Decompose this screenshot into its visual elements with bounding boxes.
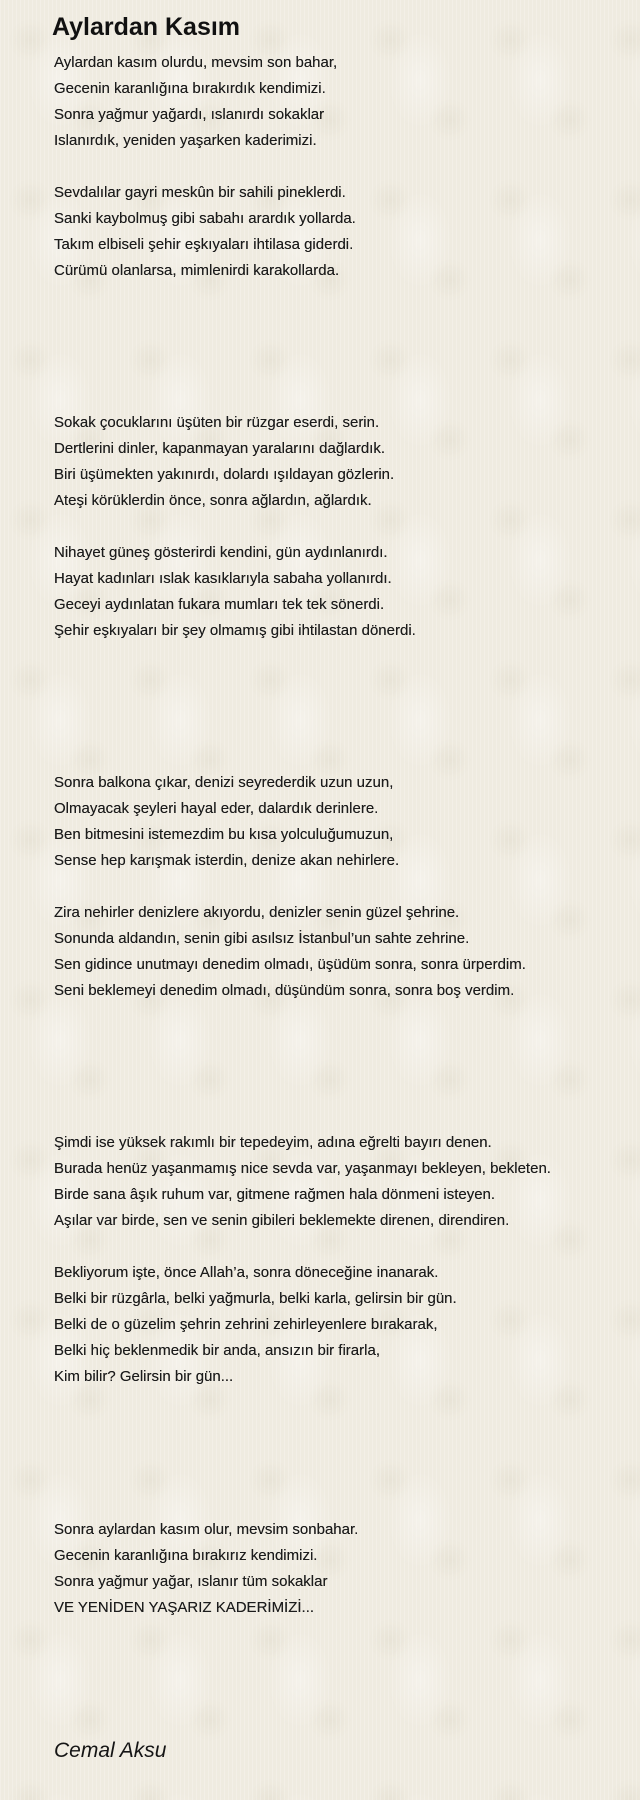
poem-line: Aylardan kasım olurdu, mevsim son bahar,	[54, 54, 338, 71]
poem-line: Sonra yağmur yağardı, ıslanırdı sokaklar	[54, 106, 325, 123]
stanza-3	[54, 410, 634, 514]
poem-line: Belki bir rüzgârla, belki yağmurla, belki karla, gelirsin bir gün.	[54, 1290, 457, 1307]
poem-title: Aylardan Kasım	[52, 13, 241, 41]
poem-line: Sonra yağmur yağar, ıslanır tüm sokaklar	[54, 1573, 328, 1590]
author-name: Cemal Aksu	[54, 1739, 167, 1762]
poem-line: Belki hiç beklenmedik bir anda, ansızın bir firarla,	[54, 1342, 380, 1359]
poem-line: Sokak çocuklarını üşüten bir rüzgar eserdi, serin.	[54, 414, 380, 431]
stanza-2	[54, 180, 634, 284]
poem-line: Zira nehirler denizlere akıyordu, denizler senin güzel şehrine.	[54, 904, 460, 921]
stanza-1	[54, 50, 634, 154]
poem-line: Şimdi ise yüksek rakımlı bir tepedeyim, adına eğrelti bayırı denen.	[54, 1134, 492, 1151]
poem-line: Biri üşümekten yakınırdı, dolardı ışıldayan gözlerin.	[54, 466, 395, 483]
poem-line: Belki de o güzelim şehrin zehrini zehirleyenlere bırakarak,	[54, 1316, 438, 1333]
poem-line: Islanırdık, yeniden yaşarken kaderimizi.	[54, 132, 317, 149]
stanza-4	[54, 540, 634, 644]
poem-line: Sonra balkona çıkar, denizi seyrederdik uzun uzun,	[54, 774, 394, 791]
stanza-9	[54, 1517, 634, 1621]
poem-line: Şehir eşkıyaları bir şey olmamış gibi ihtilastan dönerdi.	[54, 622, 416, 639]
poem-line: Kim bilir? Gelirsin bir gün...	[54, 1368, 234, 1385]
poem-line: Sense hep karışmak isterdin, denize akan nehirlere.	[54, 852, 400, 869]
poem-line: Dertlerini dinler, kapanmayan yaralarını dağlardık.	[54, 440, 386, 457]
poem-line: VE YENİDEN YAŞARIZ KADERİMİZİ...	[54, 1599, 315, 1616]
poem-line: Seni beklemeyi denedim olmadı, düşündüm sonra, sonra boş verdim.	[54, 982, 515, 999]
poem-line: Olmayacak şeyleri hayal eder, dalardık derinlere.	[54, 800, 379, 817]
poem-line: Aşılar var birde, sen ve senin gibileri beklemekte direnen, direndiren.	[54, 1212, 510, 1229]
poem-line: Geceyi aydınlatan fukara mumları tek tek sönerdi.	[54, 596, 385, 613]
poem-line: Sen gidince unutmayı denedim olmadı, üşüdüm sonra, sonra ürperdim.	[54, 956, 526, 973]
poem-line: Hayat kadınları ıslak kasıklarıyla sabaha yollanırdı.	[54, 570, 392, 587]
stanza-5	[54, 770, 634, 874]
poem-line: Sonunda aldandın, senin gibi asılsız İstanbul’un sahte zehrine.	[54, 930, 470, 947]
poem-line: Sevdalılar gayri meskûn bir sahili pineklerdi.	[54, 184, 346, 201]
poem-line: Nihayet güneş gösterirdi kendini, gün aydınlanırdı.	[54, 544, 388, 561]
poem-line: Sanki kaybolmuş gibi sabahı arardık yollarda.	[54, 210, 356, 227]
poem-line: Cürümü olanlarsa, mimlenirdi karakollarda.	[54, 262, 340, 279]
stanza-6	[54, 900, 634, 1004]
poem-line: Bekliyorum işte, önce Allah’a, sonra döneceğine inanarak.	[54, 1264, 439, 1281]
poem-line: Birde sana âşık ruhum var, gitmene rağmen hala dönmeni isteyen.	[54, 1186, 496, 1203]
poem-line: Ben bitmesini istemezdim bu kısa yolculuğumuzun,	[54, 826, 394, 843]
poem-line: Burada henüz yaşanmamış nice sevda var, yaşanmayı bekleyen, bekleten.	[54, 1160, 551, 1177]
stanza-8	[54, 1260, 634, 1390]
poem-line: Sonra aylardan kasım olur, mevsim sonbahar.	[54, 1521, 359, 1538]
poem-line: Gecenin karanlığına bırakırız kendimizi.	[54, 1547, 318, 1564]
poem-line: Takım elbiseli şehir eşkıyaları ihtilasa giderdi.	[54, 236, 354, 253]
stanza-7	[54, 1130, 634, 1234]
poem-line: Gecenin karanlığına bırakırdık kendimizi.	[54, 80, 326, 97]
poem-line: Ateşi körüklerdin önce, sonra ağlardın, ağlardık.	[54, 492, 372, 509]
